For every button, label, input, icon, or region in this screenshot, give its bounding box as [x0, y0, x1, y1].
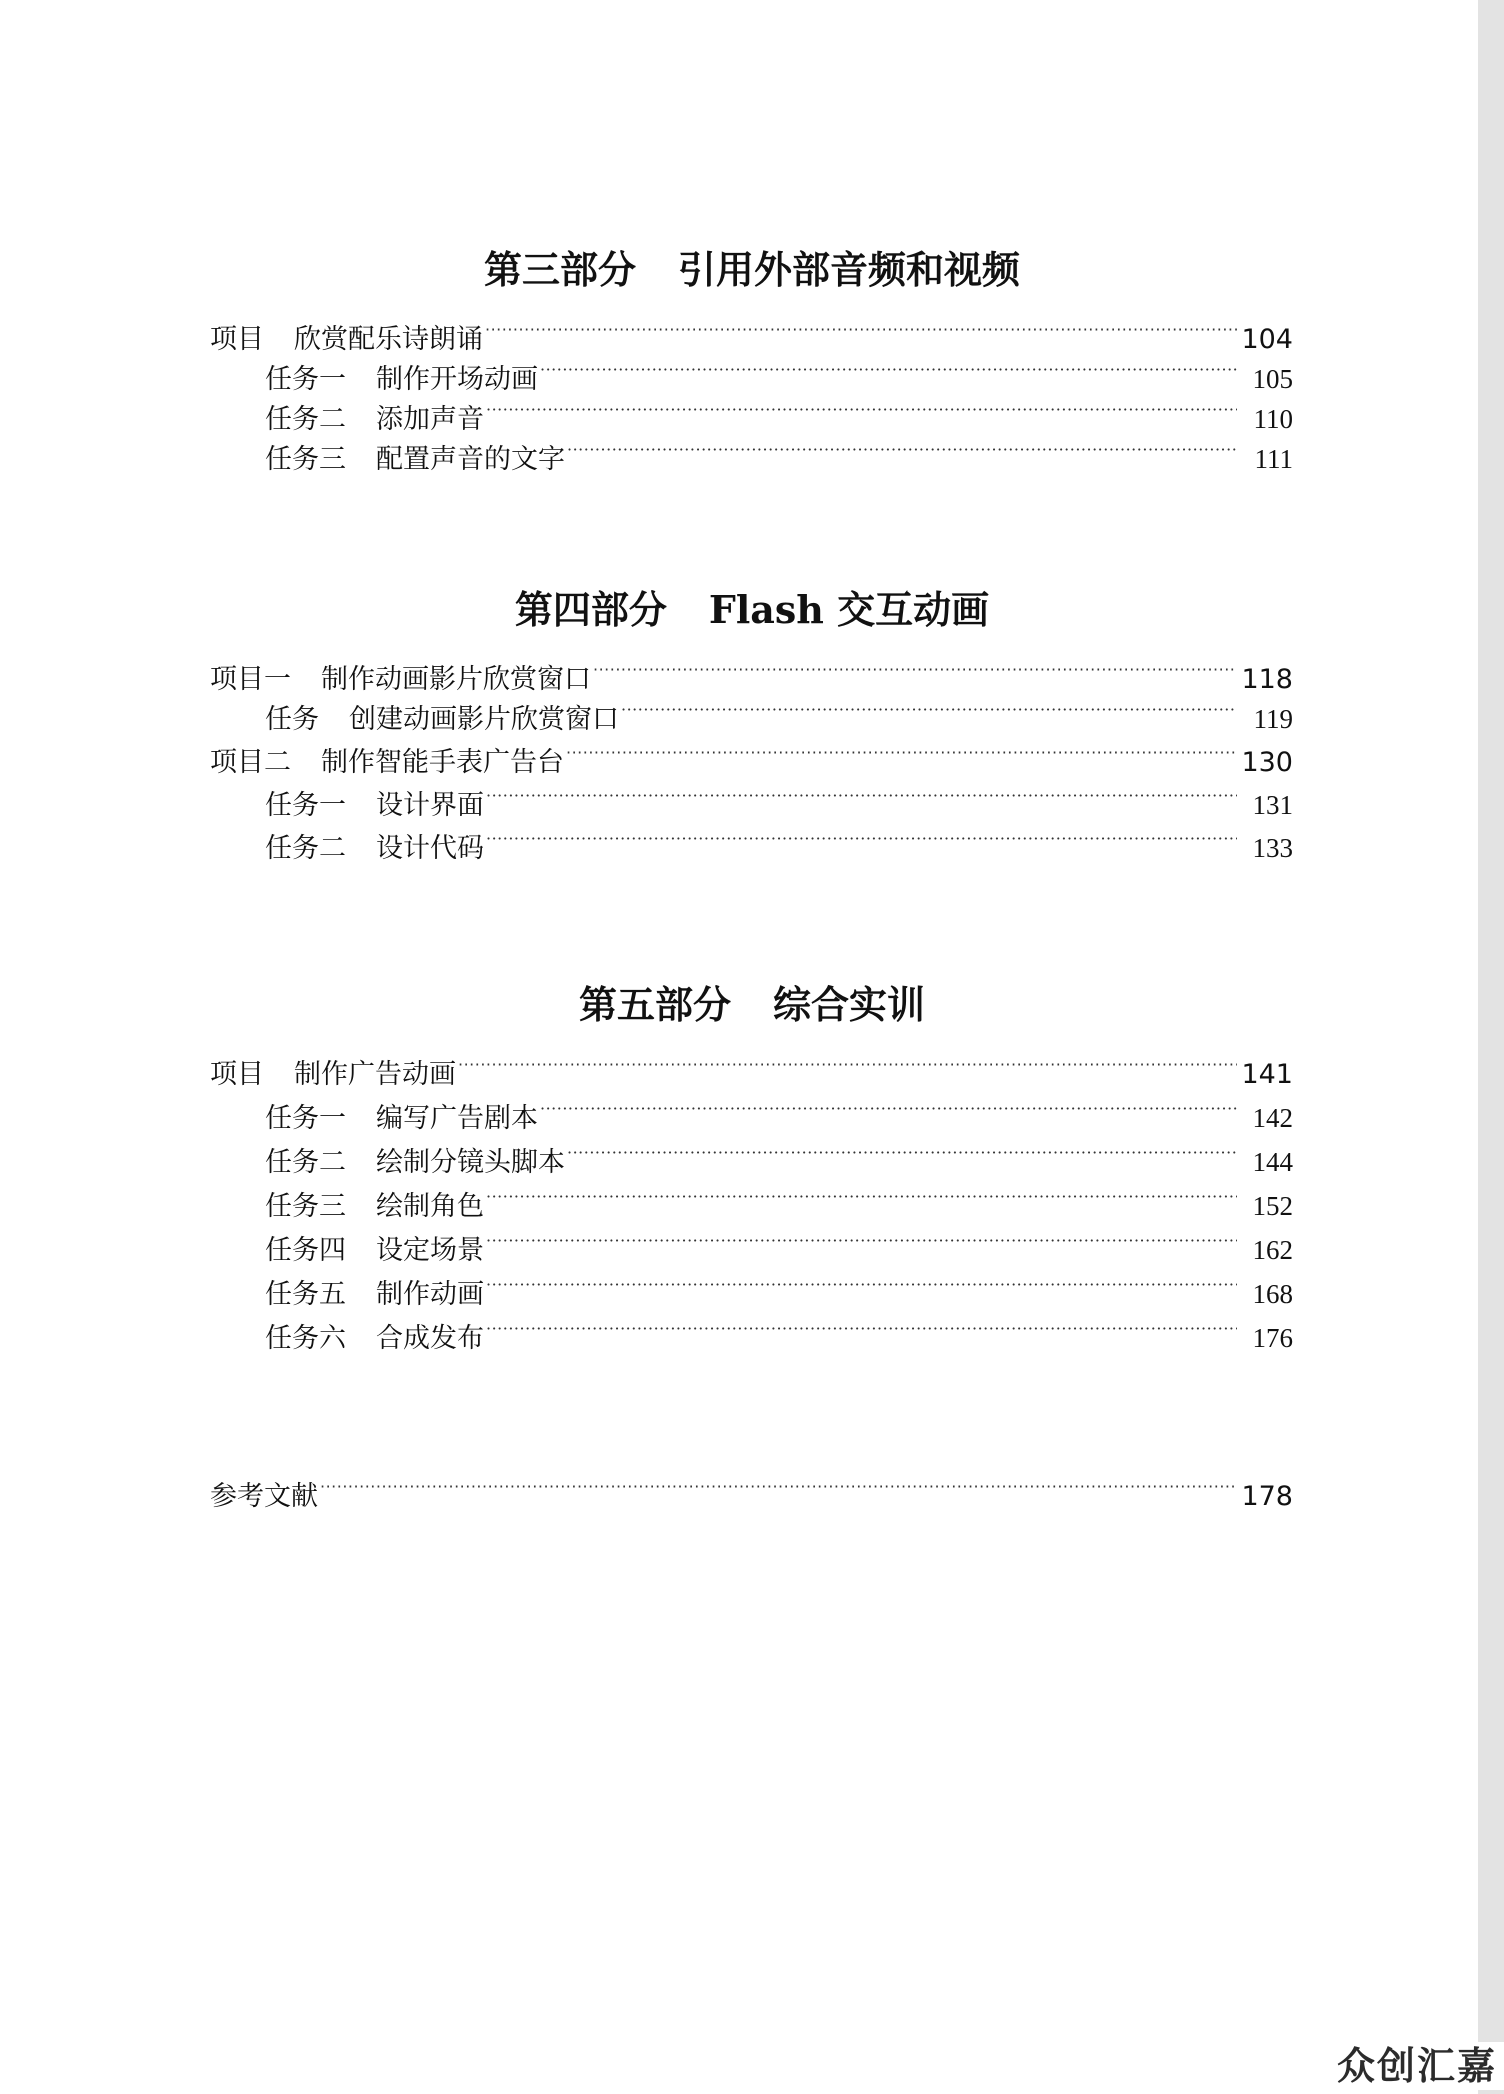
toc-entry[interactable]: 任务一 编写广告剧本 ····· 142 [265, 1087, 1293, 1127]
page-number: 142 [1252, 1103, 1293, 1133]
dot-leader [320, 1465, 1237, 1505]
page-number: 176 [1252, 1323, 1293, 1353]
toc-entry[interactable]: 任务一 设计界面 ····· 131 [265, 774, 1293, 814]
dot-leader [567, 1131, 1237, 1171]
dot-leader [486, 817, 1237, 857]
toc-entry[interactable]: 项目 制作广告动画 ····· 141 [210, 1043, 1293, 1083]
dot-leader [486, 1307, 1237, 1347]
page-number: 133 [1252, 833, 1293, 863]
dot-leader [485, 308, 1237, 348]
page-number: 130 [1241, 747, 1293, 778]
page-number: 141 [1241, 1059, 1293, 1090]
page-edge-strip [1478, 0, 1504, 2094]
page-number: 131 [1252, 790, 1293, 820]
page-number: 168 [1252, 1279, 1293, 1309]
toc-entry-references[interactable]: 参考文献 ····· 178 [210, 1465, 1293, 1505]
page-number: 111 [1254, 444, 1293, 474]
section-title-4: 第四部分 Flash 交互动画 [514, 587, 990, 632]
dot-leader [621, 688, 1237, 728]
section-title-3: 第三部分 引用外部音频和视频 [483, 247, 1021, 292]
dot-leader [593, 648, 1237, 688]
dot-leader [567, 428, 1237, 468]
dot-leader [486, 1263, 1237, 1303]
toc-entry[interactable]: 项目 欣赏配乐诗朗诵 ····· 104 [210, 308, 1293, 348]
dot-leader [486, 388, 1237, 428]
page-number: 110 [1253, 404, 1293, 434]
toc-entry[interactable]: 项目一 制作动画影片欣赏窗口 ····· 118 [210, 648, 1293, 688]
section-title-5: 第五部分 综合实训 [578, 982, 926, 1027]
dot-leader [540, 348, 1237, 388]
toc-entry[interactable]: 任务二 设计代码 ····· 133 [265, 817, 1293, 857]
dot-leader [486, 1219, 1237, 1259]
dot-leader [486, 774, 1237, 814]
toc-entry[interactable]: 任务二 添加声音 ····· 110 [265, 388, 1293, 428]
page-number: 144 [1252, 1147, 1293, 1177]
dot-leader [458, 1043, 1237, 1083]
page-number: 104 [1241, 324, 1293, 355]
toc-entry[interactable]: 项目二 制作智能手表广告台 ····· 130 [210, 731, 1293, 771]
page-number: 162 [1252, 1235, 1293, 1265]
dot-leader [540, 1087, 1237, 1127]
page-number: 118 [1241, 664, 1293, 695]
watermark-logo: 众创汇嘉 [1337, 2042, 1504, 2090]
toc-entry[interactable]: 任务 创建动画影片欣赏窗口 ····· 119 [265, 688, 1293, 728]
toc-entry[interactable]: 任务一 制作开场动画 ····· 105 [265, 348, 1293, 388]
toc-entry[interactable]: 任务四 设定场景 ····· 162 [265, 1219, 1293, 1259]
toc-entry[interactable]: 任务三 配置声音的文字 ····· 111 [265, 428, 1293, 468]
page-number: 105 [1252, 364, 1293, 394]
page-number: 152 [1252, 1191, 1293, 1221]
toc-entry[interactable]: 任务二 绘制分镜头脚本 ····· 144 [265, 1131, 1293, 1171]
dot-leader [486, 1175, 1237, 1215]
toc-entry[interactable]: 任务三 绘制角色 ····· 152 [265, 1175, 1293, 1215]
dot-leader [566, 731, 1237, 771]
toc-entry[interactable]: 任务五 制作动画 ····· 168 [265, 1263, 1293, 1303]
page-number: 119 [1253, 704, 1293, 734]
toc-entry[interactable]: 任务六 合成发布 ····· 176 [265, 1307, 1293, 1347]
page-number: 178 [1241, 1481, 1293, 1512]
